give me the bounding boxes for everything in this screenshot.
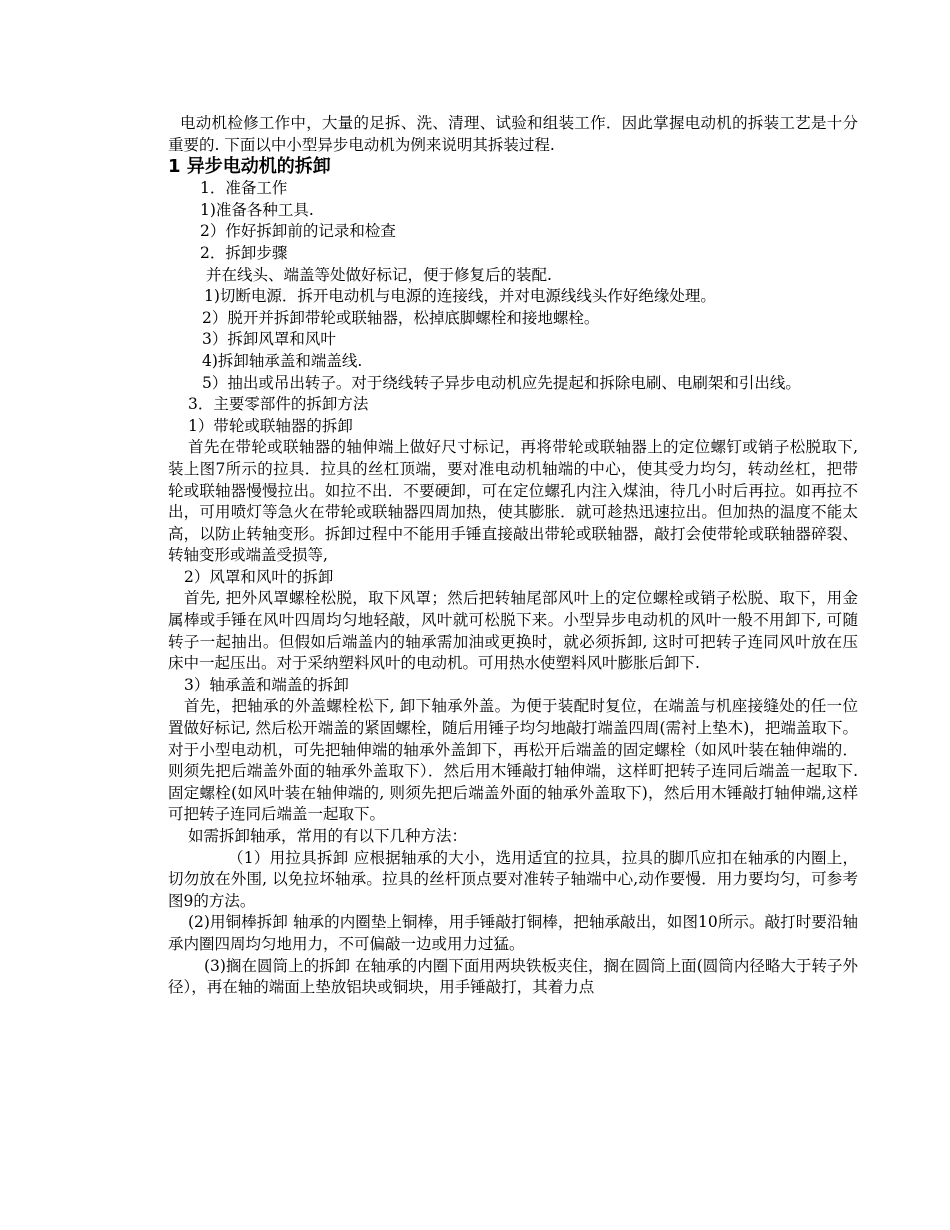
method-2-title: 2）风罩和风叶的拆卸: [184, 567, 334, 586]
step-item-1: 1)切断电源．拆开电动机与电源的连接线，并对电源线线头作好绝缘处理。: [204, 287, 716, 306]
methods-subheading: 3．主要零部件的拆卸方法: [188, 395, 369, 414]
method-2-body: 首先, 把外风罩螺栓松脱，取下风罩；然后把转轴尾部风叶上的定位螺栓或销子松脱、取下，用金属棒或手锤在风叶四周均匀地轻敲，风叶就可松脱下来。小型异步电动机的风叶一般不用卸下, 可随转子一起抽出。但假如后端盖内的轴承需加油或更换时，就必须拆卸, 这时可把转子连同风叶放在压床中一起压出。对于采纳塑料风叶的电动机。可用热水使塑料风叶膨胀后卸下.: [168, 589, 858, 673]
prep-item-2: 2）作好拆卸前的记录和检查: [200, 222, 396, 241]
bearing-method-2: (2)用铜棒拆卸 轴承的内圈垫上铜棒，用手锤敲打铜棒，把轴承敲出，如图10所示。敲打时要沿轴承内圈四周均匀地用力，不可偏敲一边或用力过猛。: [168, 913, 858, 953]
intro-paragraph: 电动机检修工作中，大量的足拆、洗、清理、试验和组装工作．因此掌握电动机的拆装工艺是十分重要的. 下面以中小型异步电动机为例来说明其拆装过程.: [168, 114, 858, 154]
document-page: [168, 113, 858, 999]
step-item-2: 2）脱开并拆卸带轮或联轴器，松掉底脚螺栓和接地螺栓。: [202, 308, 600, 327]
prep-subheading: 1．准备工作: [200, 179, 288, 198]
steps-subheading: 2．拆卸步骤: [200, 243, 288, 262]
bearing-method-3: (3)搁在圆筒上的拆卸 在轴承的内圈下面用两块铁板夹住，搁在圆筒上面(圆筒内径略大于转子外径），再在轴的端面上垫放铝块或铜块，用手锤敲打，其着力点: [168, 956, 858, 997]
bearing-method-1: （1）用拉具拆卸 应根据轴承的大小，选用适宜的拉具，拉具的脚爪应扣在轴承的内圈上，切勿放在外围, 以免拉坏轴承。拉具的丝杆顶点要对准转子轴端中心,动作要慢．用力要均匀，可参考图9的方法。: [168, 848, 858, 910]
step-item-3: 3）拆卸风罩和风叶: [202, 330, 336, 349]
bearing-intro: 如需拆卸轴承，常用的有以下几种方法：: [188, 827, 468, 845]
step-item-5: 5）抽出或吊出转子。对于绕线转子异步电动机应先提起和拆除电刷、电刷架和引出线。: [202, 373, 801, 392]
step-item-4: 4)拆卸轴承盖和端盖线.: [202, 351, 363, 370]
method-1-title: 1）带轮或联轴器的拆卸: [188, 416, 353, 435]
steps-intro: 并在线头、端盖等处做好标记，便于修复后的装配.: [206, 265, 552, 284]
method-1-body: 首先在带轮或联轴器的轴伸端上做好尺寸标记，再将带轮或联轴器上的定位螺钉或销子松脱取下, 装上图7所示的拉具．拉具的丝杠顶端，要对准电动机轴端的中心，使其受力均匀，转动丝杠，把带轮或联轴器慢慢拉出。如拉不出．不要硬卸，可在定位螺孔内注入煤油，待几小时后再拉。如再拉不出，可用喷灯等急火在带轮或联轴器四周加热，使其膨胀．就可趁热迅速拉出。但加热的温度不能太高，以防止转轴变形。拆卸过程中不能用手锤直接敲出带轮或联轴器，敲打会使带轮或联轴器碎裂、转轴变形或端盖受损等,: [168, 438, 858, 565]
method-3-title: 3）轴承盖和端盖的拆卸: [184, 675, 349, 694]
prep-item-1: 1)准备各种工具.: [200, 200, 314, 219]
section-heading: 1 异步电动机的拆卸: [168, 156, 331, 178]
method-3-body: 首先，把轴承的外盖螺栓松下, 卸下轴承外盖。为便于装配时复位，在端盖与机座接缝处的任一位置做好标记, 然后松开端盖的紧固螺栓，随后用锤子均匀地敲打端盖四周(需衬上垫木)，把端盖取下。对于小型电动机，可先把轴伸端的轴承外盖卸下，再松开后端盖的固定螺栓（如风叶装在轴伸端的．则须先把后端盖外面的轴承外盖取下）．然后用木锤敲打轴伸端，这样町把转子连同后端盖一起取下. 固定螺栓(如风叶装在轴伸端的, 则须先把后端盖外面的轴承外盖取下)，然后用木锤敲打轴伸端,这样可把转子连同后端盖一起取下。: [168, 697, 858, 824]
